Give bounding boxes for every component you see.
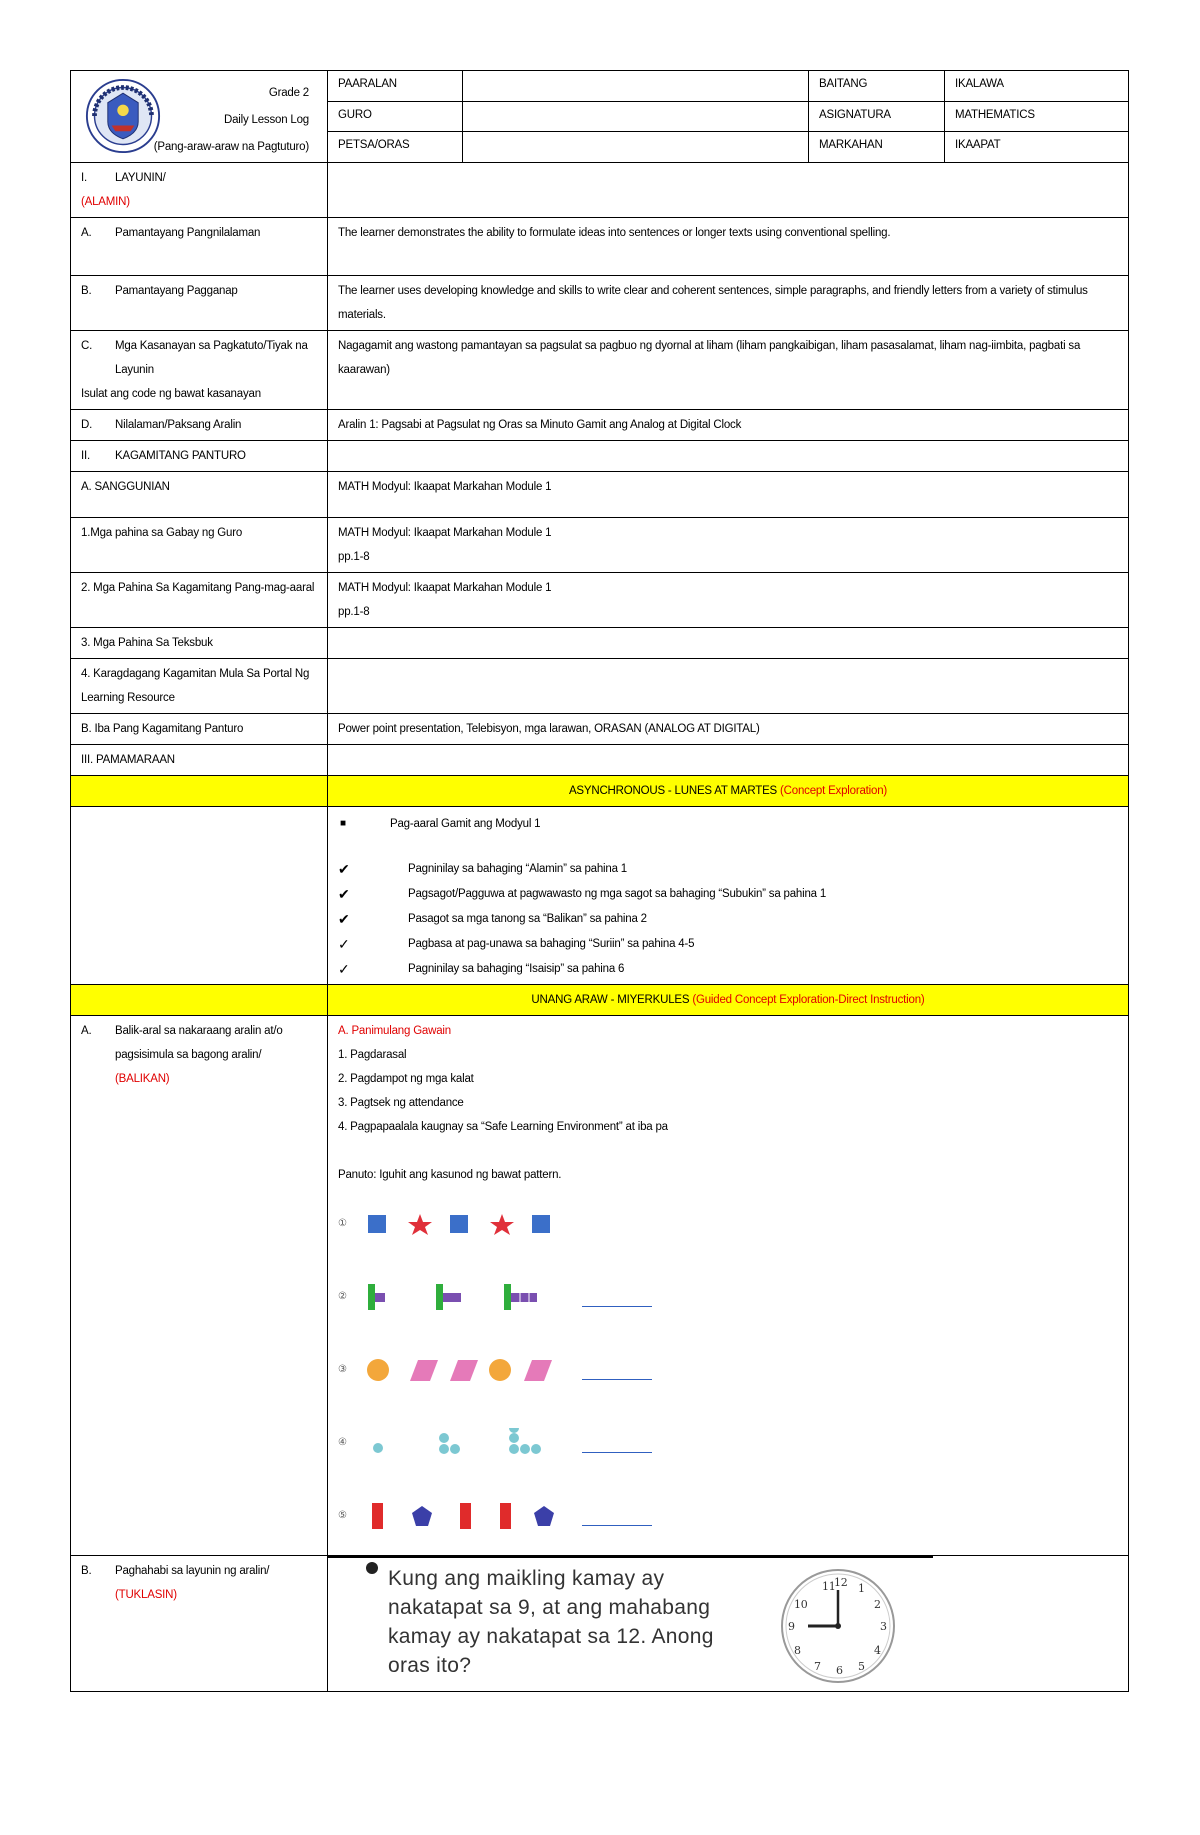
answer-blank[interactable] xyxy=(582,1359,652,1380)
pattern-row-4 xyxy=(338,1406,1118,1479)
pattern-row-1 xyxy=(338,1187,1118,1260)
pattern-num: ① xyxy=(338,1217,347,1229)
divider xyxy=(328,1556,933,1558)
clock-label: 8 xyxy=(794,1644,801,1657)
check-item xyxy=(338,906,1118,931)
question-line: kamay ay nakatapat sa 12. Anong xyxy=(388,1625,714,1648)
c-value: Nagagamit ang wastong pamantayan sa pagsulat sa pagbuo ng dyornal at liham (liham pangkaibigan, liham pasasalamat, liham nag-iimbita, pagbati sa kaarawan) xyxy=(328,331,1129,410)
async-bullet-row xyxy=(338,810,1118,838)
gabay-guro-label: 1.Mga pahina sa Gabay ng Guro xyxy=(71,518,328,573)
gabay-guro-value-2: pp.1-8 xyxy=(338,551,370,563)
clock-label: 9 xyxy=(788,1620,795,1633)
guro-value xyxy=(463,101,809,132)
check-item xyxy=(338,881,1118,906)
async-banner-left xyxy=(71,776,328,807)
layunin-sub: (ALAMIN) xyxy=(81,196,130,208)
clock-question xyxy=(328,1556,1128,1691)
step-item: 3. Pagtsek ng attendance xyxy=(338,1097,464,1109)
mag-aaral-value-1: MATH Modyul: Ikaapat Markahan Module 1 xyxy=(338,582,552,594)
c-label-3: Isulat ang code ng bawat kasanayan xyxy=(81,388,261,400)
lesson-log-table xyxy=(70,70,1129,1692)
bullet-dot-icon xyxy=(366,1562,378,1574)
check-text: Pagsagot/Pagguwa at pagwawasto ng mga sagot sa bahaging “Subukin” sa pahina 1 xyxy=(408,887,827,900)
tuklasin-num: B. xyxy=(81,1565,92,1577)
mag-aaral-label: 2. Mga Pahina Sa Kagamitang Pang-mag-aaral xyxy=(71,573,328,628)
clock-label: 11 xyxy=(822,1580,836,1593)
clock-label: 10 xyxy=(794,1598,808,1611)
layunin-cell xyxy=(71,163,328,218)
pattern-shapes-4 xyxy=(364,1428,564,1458)
check-icon: ✓ xyxy=(338,935,350,952)
pattern-shapes-2 xyxy=(364,1282,564,1312)
day1-banner-red: (Guided Concept Exploration-Direct Instruction) xyxy=(692,994,925,1006)
log-subtitle: (Pang-araw-araw na Pagtuturo) xyxy=(153,141,309,153)
nilalaman-cell xyxy=(71,410,328,441)
d-value: Aralin 1: Pagsabi at Pagsulat ng Oras sa Minuto Gamit ang Analog at Digital Clock xyxy=(328,410,1129,441)
pattern-num: ④ xyxy=(338,1436,347,1448)
clock-label: 4 xyxy=(874,1644,881,1657)
sanggunian-label: A. SANGGUNIAN xyxy=(71,472,328,518)
clock-label: 3 xyxy=(880,1620,887,1633)
portal-label-1: 4. Karagdagang Kagamitan Mula Sa Portal Ng xyxy=(81,668,310,680)
markahan-label: MARKAHAN xyxy=(809,132,945,163)
tuklasin-content xyxy=(328,1556,1129,1692)
pamamaraan-value xyxy=(328,745,1129,776)
balikan-cell xyxy=(71,1016,328,1556)
petsa-label: PETSA/ORAS xyxy=(328,132,463,163)
c-label-2: Layunin xyxy=(115,364,154,376)
square-bullet-icon: ■ xyxy=(340,818,346,829)
petsa-value xyxy=(463,132,809,163)
d-num: D. xyxy=(81,419,93,431)
answer-blank[interactable] xyxy=(582,1505,652,1526)
balikan-num: A. xyxy=(81,1025,92,1037)
balikan-label-1: Balik-aral sa nakaraang aralin at/o xyxy=(115,1025,283,1037)
mag-aaral-value xyxy=(328,573,1129,628)
check-text: Pasagot sa mga tanong sa “Balikan” sa pahina 2 xyxy=(408,912,647,925)
c-num: C. xyxy=(81,340,93,352)
iba-label: B. Iba Pang Kagamitang Panturo xyxy=(71,714,328,745)
b-label: Pamantayang Pagganap xyxy=(115,285,238,297)
async-banner-text: ASYNCHRONOUS - LUNES AT MARTES xyxy=(568,785,778,797)
async-banner-red: (Concept Exploration) xyxy=(780,785,888,797)
check-text: Pagninilay sa bahaging “Isaisip” sa pahina 6 xyxy=(408,962,625,975)
pamantayang-pangnilalaman-cell xyxy=(71,218,328,276)
paaralan-value xyxy=(463,71,809,102)
pattern-row-2 xyxy=(338,1260,1118,1333)
clock-label: 12 xyxy=(834,1576,848,1589)
portal-label-2: Learning Resource xyxy=(81,692,175,704)
log-title: Daily Lesson Log xyxy=(223,114,309,126)
pattern-row-5 xyxy=(338,1479,1118,1552)
sanggunian-value: MATH Modyul: Ikaapat Markahan Module 1 xyxy=(328,472,1129,518)
clock-label: 6 xyxy=(836,1664,843,1677)
pamamaraan-label: III. PAMAMARAAN xyxy=(71,745,328,776)
paaralan-label: PAARALAN xyxy=(328,71,463,102)
b-num: B. xyxy=(81,285,92,297)
tuklasin-label-red: (TUKLASIN) xyxy=(115,1589,177,1601)
balikan-label-2: pagsisimula sa bagong aralin/ xyxy=(115,1049,262,1061)
pattern-num: ② xyxy=(338,1290,347,1302)
baitang-value: IKALAWA xyxy=(945,71,1129,102)
kag-value xyxy=(328,441,1129,472)
tuklasin-cell xyxy=(71,1556,328,1692)
check-icon: ✔ xyxy=(338,910,350,927)
markahan-value: IKAAPAT xyxy=(945,132,1129,163)
day1-banner xyxy=(328,985,1129,1016)
step-item: 4. Pagpapaalala kaugnay sa “Safe Learning Environment” at iba pa xyxy=(338,1121,668,1133)
check-item xyxy=(338,856,1118,881)
baitang-label: BAITANG xyxy=(809,71,945,102)
gabay-guro-value xyxy=(328,518,1129,573)
header-logo-cell xyxy=(71,71,328,163)
grade-label: Grade 2 xyxy=(268,87,309,99)
balikan-label-red: (BALIKAN) xyxy=(115,1073,170,1085)
b-value: The learner uses developing knowledge and skills to write clear and coherent sentences, simple paragraphs, and friendly letters from a variety of stimulus materials. xyxy=(328,276,1129,331)
guro-label: GURO xyxy=(328,101,463,132)
kasanayan-cell xyxy=(71,331,328,410)
pattern-num: ③ xyxy=(338,1363,347,1375)
pattern-row-3 xyxy=(338,1333,1118,1406)
a-value: The learner demonstrates the ability to formulate ideas into sentences or longer texts using conventional spelling. xyxy=(328,218,1129,276)
kag-label: KAGAMITANG PANTURO xyxy=(115,450,246,462)
clock-label: 7 xyxy=(814,1660,821,1673)
c-label-1: Mga Kasanayan sa Pagkatuto/Tiyak na xyxy=(115,340,308,352)
clock-label: 5 xyxy=(858,1660,865,1673)
iba-value: Power point presentation, Telebisyon, mga larawan, ORASAN (ANALOG AT DIGITAL) xyxy=(328,714,1129,745)
answer-blank[interactable] xyxy=(582,1286,652,1307)
check-item xyxy=(338,956,1118,981)
teksbuk-value xyxy=(328,628,1129,659)
panuto-text: Panuto: Iguhit ang kasunod ng bawat pattern. xyxy=(338,1169,562,1181)
layunin-value xyxy=(328,163,1129,218)
portal-value xyxy=(328,659,1129,714)
pattern-shapes-1 xyxy=(364,1209,564,1239)
pamantayang-pagganap-cell xyxy=(71,276,328,331)
day1-banner-left xyxy=(71,985,328,1016)
analog-clock-icon xyxy=(778,1566,898,1686)
deped-seal-icon xyxy=(85,78,161,154)
portal-label xyxy=(71,659,328,714)
d-label: Nilalaman/Paksang Aralin xyxy=(115,419,242,431)
mag-aaral-value-2: pp.1-8 xyxy=(338,606,370,618)
gabay-guro-value-1: MATH Modyul: Ikaapat Markahan Module 1 xyxy=(338,527,552,539)
asignatura-value: MATHEMATICS xyxy=(945,101,1129,132)
async-banner xyxy=(328,776,1129,807)
pattern-shapes-3 xyxy=(364,1355,564,1385)
async-body xyxy=(328,807,1129,985)
question-line: Kung ang maikling kamay ay xyxy=(388,1567,665,1590)
question-text xyxy=(388,1564,714,1680)
kag-num: II. xyxy=(81,450,90,462)
lesson-log-sheet xyxy=(70,70,1128,1692)
panimula-heading: A. Panimulang Gawain xyxy=(338,1025,451,1037)
pattern-num: ⑤ xyxy=(338,1509,347,1521)
answer-blank[interactable] xyxy=(582,1432,652,1453)
day1-banner-text: UNANG ARAW - MIYERKULES xyxy=(531,994,690,1006)
layunin-num: I. xyxy=(81,172,87,184)
async-bullet-text: Pag-aaral Gamit ang Modyul 1 xyxy=(390,818,541,830)
a-label: Pamantayang Pangnilalaman xyxy=(115,227,261,239)
tuklasin-label: Paghahabi sa layunin ng aralin/ xyxy=(115,1565,270,1577)
balikan-content xyxy=(328,1016,1129,1556)
check-icon: ✔ xyxy=(338,885,350,902)
check-text: Pagbasa at pag-unawa sa bahaging “Suriin” sa pahina 4-5 xyxy=(408,937,695,950)
asignatura-label: ASIGNATURA xyxy=(809,101,945,132)
a-num: A. xyxy=(81,227,92,239)
check-text: Pagninilay sa bahaging “Alamin” sa pahina 1 xyxy=(408,862,627,875)
async-body-left xyxy=(71,807,328,985)
clock-label: 2 xyxy=(874,1598,881,1611)
clock-label: 1 xyxy=(858,1582,865,1595)
step-item: 2. Pagdampot ng mga kalat xyxy=(338,1073,474,1085)
check-item xyxy=(338,931,1118,956)
teksbuk-label: 3. Mga Pahina Sa Teksbuk xyxy=(71,628,328,659)
layunin-label: LAYUNIN/ xyxy=(115,172,166,184)
check-icon: ✔ xyxy=(338,860,350,877)
kagamitang-cell xyxy=(71,441,328,472)
question-line: nakatapat sa 9, at ang mahabang xyxy=(388,1596,711,1619)
question-line: oras ito? xyxy=(388,1654,472,1677)
check-icon: ✓ xyxy=(338,960,350,977)
pattern-shapes-5 xyxy=(364,1501,564,1531)
step-item: 1. Pagdarasal xyxy=(338,1049,407,1061)
